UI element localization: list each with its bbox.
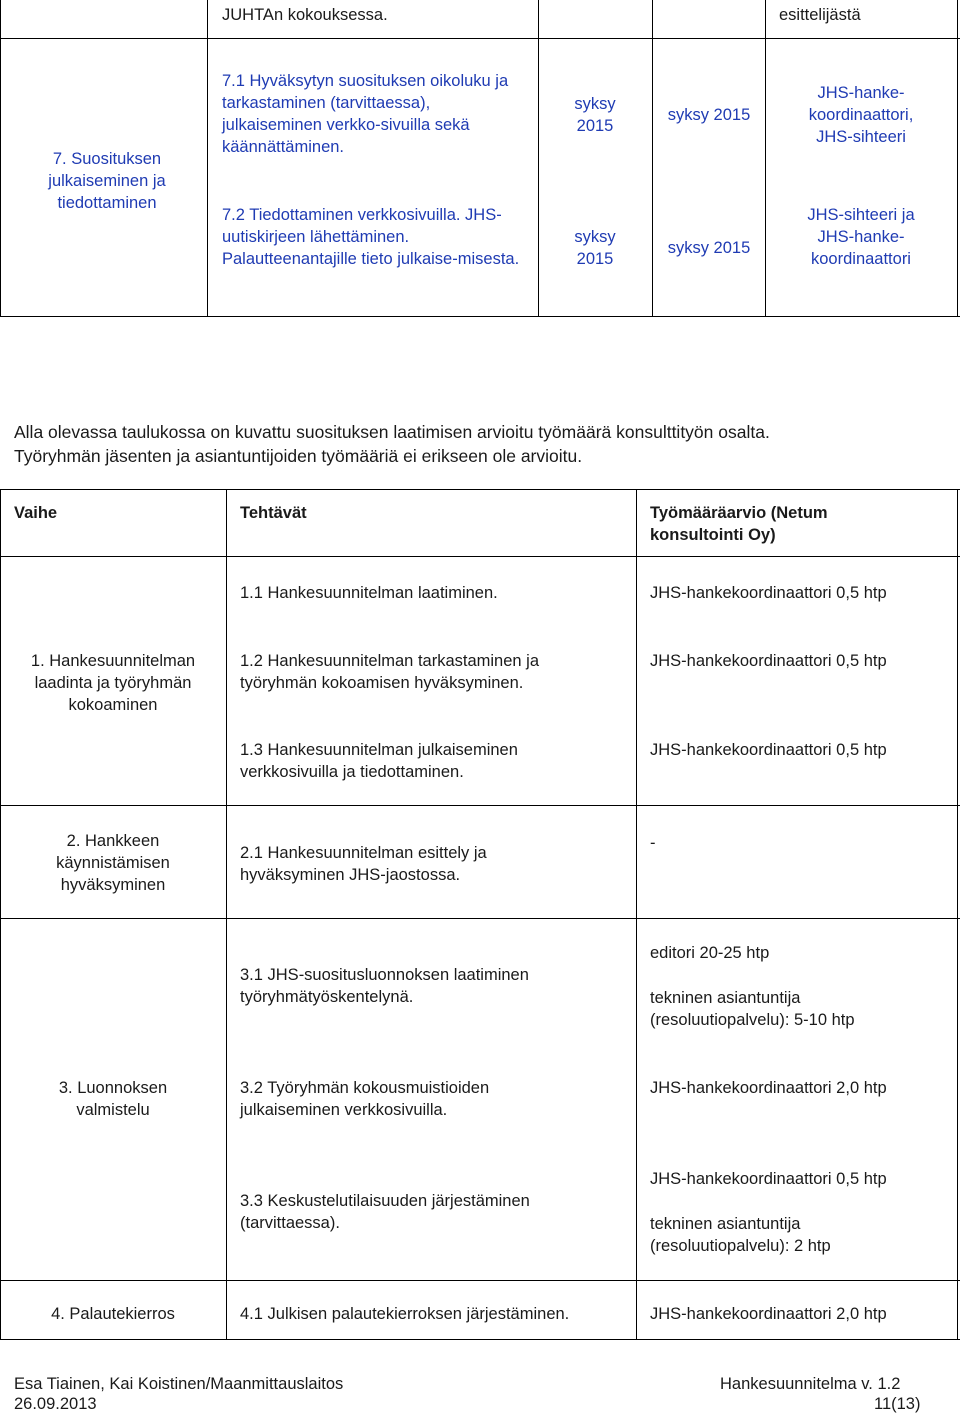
footer-document: Hankesuunnitelma v. 1.2 xyxy=(720,1375,901,1393)
time-7-2-b: syksy 2015 xyxy=(667,239,751,257)
phase-7-cell: 7. Suosituksen julkaiseminen ja tiedottaminen xyxy=(48,150,166,212)
task-7-1: 7.1 Hyväksytyn suosituksen oikoluku ja tarkastaminen (tarvittaessa), julkaiseminen verkko-sivuilla sekä käännättäminen. xyxy=(222,72,509,156)
phase-4: 4. Palautekierros xyxy=(51,1305,175,1323)
footer-authors: Esa Tiainen, Kai Koistinen/Maanmittauslaitos xyxy=(14,1375,344,1393)
phase-3: 3. Luonnoksen valmistelu xyxy=(58,1079,168,1119)
header-phase: Vaihe xyxy=(14,504,58,522)
header-estimate: Työmääräarvio (Netum konsultointi Oy) xyxy=(650,504,828,544)
presenter-cell: esittelijästä xyxy=(779,6,861,24)
estimate-4-1: JHS-hankekoordinaattori 2,0 htp xyxy=(650,1305,887,1323)
estimate-3-3-expert: tekninen asiantuntija (resoluutiopalvelu): 2 htp xyxy=(650,1215,831,1255)
time-7-2-a: syksy 2015 xyxy=(574,228,616,268)
task-3-3: 3.3 Keskustelutilaisuuden järjestäminen (tarvittaessa). xyxy=(240,1192,530,1232)
estimate-3-1-editor: editori 20-25 htp xyxy=(650,944,770,962)
intro-paragraph xyxy=(14,420,954,468)
meeting-cell: JUHTAn kokouksessa. xyxy=(222,6,388,24)
time-7-1-b: syksy 2015 xyxy=(667,106,751,124)
task-2-1: 2.1 Hankesuunnitelman esittely ja hyväksyminen JHS-jaostossa. xyxy=(240,844,487,884)
task-1-3: 1.3 Hankesuunnitelman julkaiseminen verkkosivuilla ja tiedottaminen. xyxy=(240,741,518,781)
task-1-2: 1.2 Hankesuunnitelman tarkastaminen ja työryhmän kokoamisen hyväksyminen. xyxy=(240,652,540,692)
header-tasks: Tehtävät xyxy=(240,504,307,522)
task-3-1: 3.1 JHS-suositusluonnoksen laatiminen työryhmätyöskentelynä. xyxy=(240,966,529,1006)
estimate-1-1: JHS-hankekoordinaattori 0,5 htp xyxy=(650,584,887,602)
estimate-1-2: JHS-hankekoordinaattori 0,5 htp xyxy=(650,652,887,670)
time-7-1-a: syksy 2015 xyxy=(574,95,616,135)
estimate-3-1-expert: tekninen asiantuntija (resoluutiopalvelu): 5-10 htp xyxy=(650,989,855,1029)
estimate-3-2: JHS-hankekoordinaattori 2,0 htp xyxy=(650,1079,887,1097)
phase-1: 1. Hankesuunnitelman laadinta ja työryhmän kokoaminen xyxy=(30,652,196,714)
estimate-3-3-coordinator: JHS-hankekoordinaattori 0,5 htp xyxy=(650,1170,887,1188)
estimate-2-1: - xyxy=(650,834,656,852)
responsible-7-1: JHS-hanke- koordinaattori, JHS-sihteeri xyxy=(808,84,914,146)
intro-line-2: Työryhmän jäsenten ja asiantuntijoiden työmääriä ei erikseen ole arvioitu. xyxy=(14,446,583,466)
task-4-1: 4.1 Julkisen palautekierroksen järjestäminen. xyxy=(240,1305,570,1323)
footer-date: 26.09.2013 xyxy=(14,1395,97,1413)
footer-page: 11(13) xyxy=(874,1395,921,1413)
estimate-1-3: JHS-hankekoordinaattori 0,5 htp xyxy=(650,741,887,759)
responsible-7-2: JHS-sihteeri ja JHS-hanke- koordinaattori xyxy=(807,206,915,268)
phase-2: 2. Hankkeen käynnistämisen hyväksyminen xyxy=(56,832,170,894)
task-1-1: 1.1 Hankesuunnitelman laatiminen. xyxy=(240,584,498,602)
task-3-2: 3.2 Työryhmän kokousmuistioiden julkaiseminen verkkosivuilla. xyxy=(240,1079,490,1119)
intro-line-1: Alla olevassa taulukossa on kuvattu suosituksen laatimisen arvioitu työmäärä konsulttityön osalta. xyxy=(14,422,770,442)
task-7-2: 7.2 Tiedottaminen verkkosivuilla. JHS-uutiskirjeen lähettäminen. Palautteenantajille tieto julkaise-misesta. xyxy=(222,206,520,268)
